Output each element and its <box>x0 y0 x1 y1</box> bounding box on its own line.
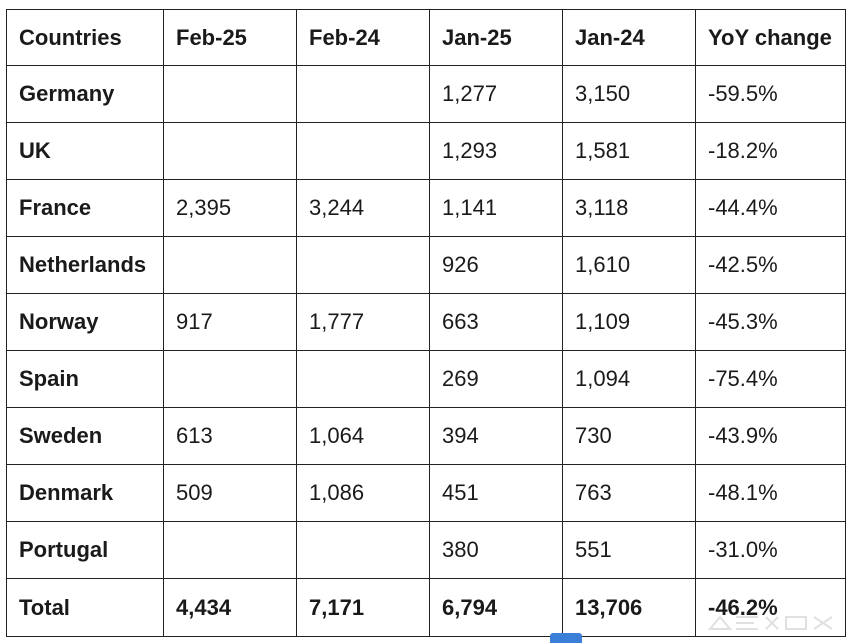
cell-jan-25: 451 <box>430 465 563 522</box>
cell-yoy-change: -48.1% <box>696 465 846 522</box>
cell-jan-24: 1,610 <box>563 237 696 294</box>
cell-yoy-change: -43.9% <box>696 408 846 465</box>
total-yoy-change: -46.2% <box>696 579 846 637</box>
cell-country: Netherlands <box>7 237 164 294</box>
cell-yoy-change: -44.4% <box>696 180 846 237</box>
total-jan-24: 13,706 <box>563 579 696 637</box>
cell-country: Portugal <box>7 522 164 579</box>
data-table-container <box>6 9 845 637</box>
cell-feb-25 <box>164 351 297 408</box>
cell-jan-24: 1,094 <box>563 351 696 408</box>
scroll-handle-icon[interactable] <box>550 633 582 643</box>
total-feb-25: 4,434 <box>164 579 297 637</box>
cell-yoy-change: -59.5% <box>696 66 846 123</box>
table-row <box>7 522 846 579</box>
cell-feb-24: 1,064 <box>297 408 430 465</box>
cell-country: France <box>7 180 164 237</box>
header-jan-25: Jan-25 <box>430 10 563 66</box>
cell-feb-25: 2,395 <box>164 180 297 237</box>
cell-jan-24: 1,109 <box>563 294 696 351</box>
header-feb-25: Feb-25 <box>164 10 297 66</box>
table-row <box>7 351 846 408</box>
cell-feb-25: 509 <box>164 465 297 522</box>
cell-jan-24: 3,150 <box>563 66 696 123</box>
cell-feb-24 <box>297 522 430 579</box>
cell-feb-24: 1,777 <box>297 294 430 351</box>
cell-feb-25: 613 <box>164 408 297 465</box>
total-jan-25: 6,794 <box>430 579 563 637</box>
cell-country: Denmark <box>7 465 164 522</box>
cell-feb-25 <box>164 123 297 180</box>
cell-jan-24: 1,581 <box>563 123 696 180</box>
cell-jan-25: 1,141 <box>430 180 563 237</box>
cell-feb-25 <box>164 522 297 579</box>
cell-feb-24 <box>297 237 430 294</box>
cell-country: Germany <box>7 66 164 123</box>
cell-yoy-change: -45.3% <box>696 294 846 351</box>
cell-jan-25: 663 <box>430 294 563 351</box>
cell-jan-25: 380 <box>430 522 563 579</box>
cell-feb-25: 917 <box>164 294 297 351</box>
cell-jan-25: 1,277 <box>430 66 563 123</box>
cell-jan-25: 926 <box>430 237 563 294</box>
cell-feb-24 <box>297 351 430 408</box>
header-yoy-change: YoY change <box>696 10 846 66</box>
total-label: Total <box>7 579 164 637</box>
table-row <box>7 180 846 237</box>
table-row <box>7 294 846 351</box>
cell-jan-25: 269 <box>430 351 563 408</box>
cell-country: Spain <box>7 351 164 408</box>
table-row <box>7 465 846 522</box>
table-body <box>7 66 846 579</box>
cell-feb-25 <box>164 237 297 294</box>
header-row <box>7 10 846 66</box>
cell-yoy-change: -18.2% <box>696 123 846 180</box>
cell-country: Sweden <box>7 408 164 465</box>
cell-jan-24: 763 <box>563 465 696 522</box>
cell-country: Norway <box>7 294 164 351</box>
cell-feb-24: 1,086 <box>297 465 430 522</box>
cell-feb-24: 3,244 <box>297 180 430 237</box>
cell-jan-24: 551 <box>563 522 696 579</box>
cell-jan-24: 3,118 <box>563 180 696 237</box>
cell-jan-25: 1,293 <box>430 123 563 180</box>
total-feb-24: 7,171 <box>297 579 430 637</box>
cell-jan-24: 730 <box>563 408 696 465</box>
table-row <box>7 408 846 465</box>
cell-yoy-change: -75.4% <box>696 351 846 408</box>
cell-yoy-change: -31.0% <box>696 522 846 579</box>
table-row <box>7 66 846 123</box>
watermark-logo-icon <box>706 611 836 635</box>
cell-feb-24 <box>297 66 430 123</box>
cell-feb-24 <box>297 123 430 180</box>
table-row <box>7 237 846 294</box>
cell-jan-25: 394 <box>430 408 563 465</box>
table-row <box>7 123 846 180</box>
cell-yoy-change: -42.5% <box>696 237 846 294</box>
header-jan-24: Jan-24 <box>563 10 696 66</box>
sales-table <box>6 9 846 637</box>
header-countries: Countries <box>7 10 164 66</box>
cell-feb-25 <box>164 66 297 123</box>
header-feb-24: Feb-24 <box>297 10 430 66</box>
cell-country: UK <box>7 123 164 180</box>
